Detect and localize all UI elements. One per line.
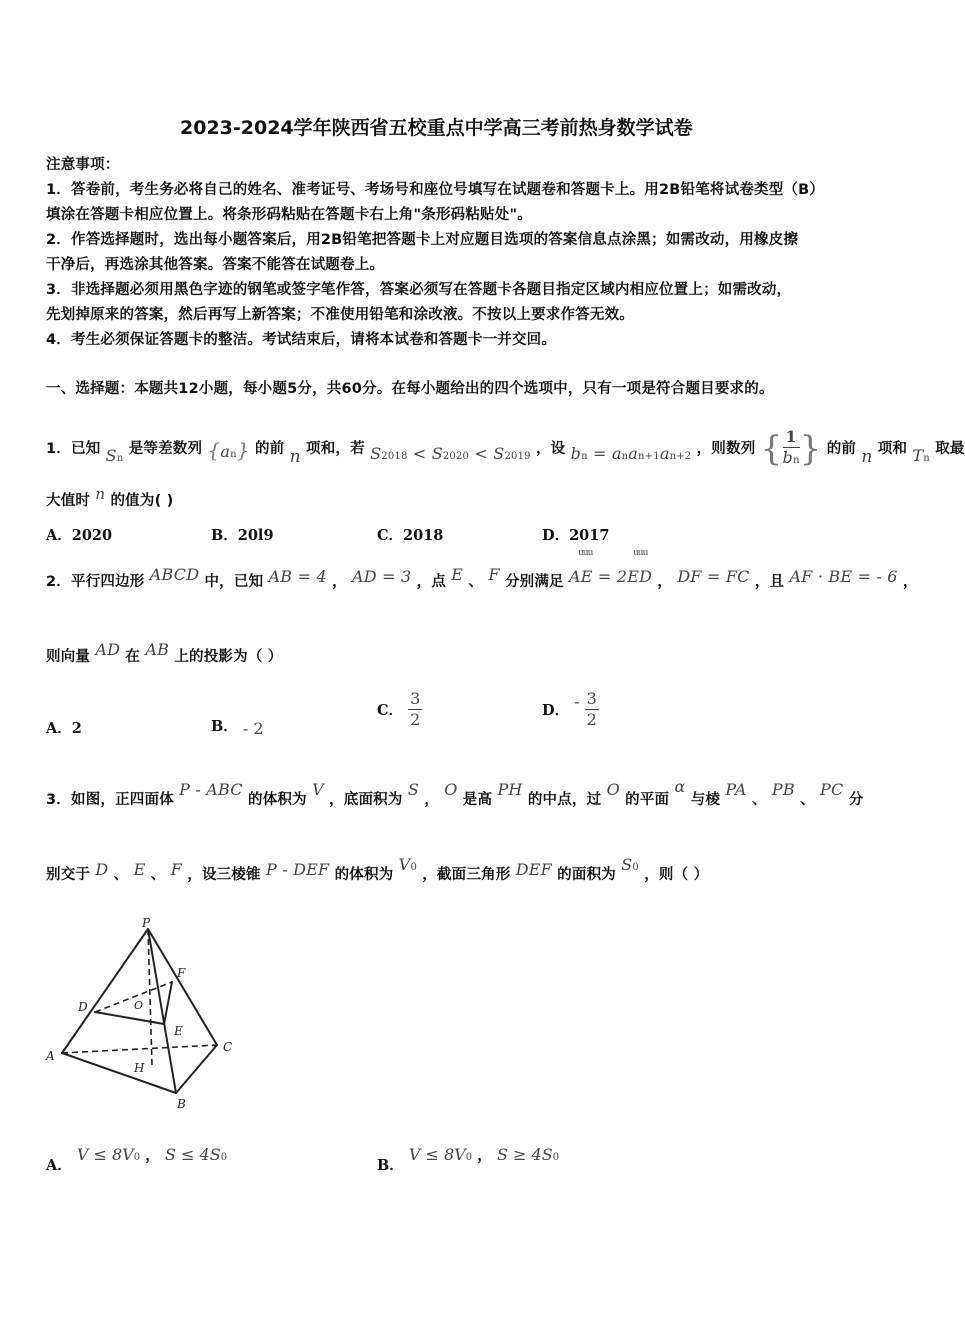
q3-f: F (170, 860, 182, 879)
q3-text-11: 分 (848, 792, 864, 808)
q1-text-7: 的前 (826, 441, 857, 457)
notice-line-4: 干净后，再选涂其他答案。答案不能答在试题卷上。 (46, 257, 385, 273)
label-a: A (46, 1049, 55, 1063)
q1-ineq-s1-sub: 2018 (381, 451, 408, 462)
q3-text-7: 的平面 (625, 792, 670, 808)
section-heading: 一、选择题：本题共12小题，每小题5分，共60分。在每小题给出的四个选项中，只有一项是符合题目要求的。 (46, 381, 774, 397)
q1-line2-a: 大值时 (46, 493, 91, 509)
q3-option-a-v-sub: 0 (133, 1152, 141, 1163)
edge-ac-hidden (62, 1045, 217, 1053)
q2-option-b-label: B． (211, 718, 238, 735)
q3-l2-a: 别交于 (46, 867, 91, 883)
q2-option-d-sign: - (574, 692, 580, 711)
q1-text-4: 项和，若 (306, 441, 365, 457)
q1-n1: n (289, 447, 301, 467)
q1-ineq-lt2: < S (469, 444, 505, 463)
question-1-line-2 (46, 485, 174, 510)
q3-option-a-s: S ≤ 4S (165, 1145, 221, 1164)
q1-inequality (370, 444, 531, 463)
q2-option-b[interactable] (211, 715, 264, 736)
q1-bn-def (571, 444, 692, 463)
q1-an-symbol: a (220, 442, 231, 461)
q1-fraction (783, 427, 800, 471)
q3-option-a-v: V ≤ 8V (76, 1145, 134, 1164)
q1-n2: n (861, 447, 873, 467)
q2-option-c-den: 2 (410, 710, 421, 729)
q3-l2-h: ，则（ ） (644, 867, 709, 883)
q2-option-d-den: 2 (586, 710, 597, 729)
q1-bn-a3: a (659, 444, 670, 463)
q1-ineq-s1-symbol: S (370, 444, 382, 463)
q3-option-b-s-sub: 0 (552, 1152, 560, 1163)
q2-ae-eq: AE = 2ED (569, 567, 653, 586)
q3-d: D (95, 860, 109, 879)
q2-text-5: 、 (468, 574, 484, 590)
q3-option-b-v-sub: 0 (465, 1152, 473, 1163)
q1-text-8: 项和 (877, 441, 908, 457)
q1-frac-den (783, 448, 800, 471)
question-3-line-2 (46, 855, 709, 884)
edge-bc (176, 1045, 217, 1093)
q1-line2-b: 的值为( ) (110, 493, 174, 509)
q1-text-2: 是等差数列 (128, 441, 203, 457)
label-c: C (223, 1040, 233, 1054)
page-title: 2023-2024学年陕西省五校重点中学高三考前热身数学试卷 (180, 117, 693, 139)
q2-vector-mark-ae: uuu (578, 548, 593, 558)
q2-option-d-label: D． (542, 702, 570, 719)
q3-text-4: ， (424, 792, 439, 808)
q1-frac-den-symbol: b (782, 448, 793, 467)
q1-bn-a2: a (628, 444, 639, 463)
q3-o2: O (606, 780, 620, 799)
q3-e: E (133, 860, 146, 879)
q3-l2-e: 的体积为 (334, 867, 394, 883)
q2-option-c-label: C． (377, 702, 404, 719)
q3-pa: PA (725, 780, 747, 799)
q1-tn (912, 446, 930, 465)
q3-option-a-label: A． (46, 1157, 72, 1174)
q1-bn-symbol: b (570, 444, 582, 463)
q3-option-a-expr2 (165, 1145, 227, 1164)
q3-alpha: α (674, 777, 686, 796)
q1-text-1: 1．已知 (46, 441, 101, 457)
q1-bn-eq: = a (587, 444, 622, 463)
q2-text-2: 中，已知 (204, 574, 264, 590)
q2-abcd: ABCD (149, 565, 200, 584)
q1-an-set: {an} (207, 438, 250, 462)
q3-s: S (407, 780, 419, 799)
q3-pabc: P - ABC (179, 780, 243, 799)
q1-tn-sub: n (923, 453, 930, 464)
q3-v0 (399, 855, 417, 874)
q2-ab-eq: AB = 4 (268, 567, 327, 586)
q3-v0-sub: 0 (410, 862, 417, 873)
label-e: E (174, 1024, 183, 1038)
notice-line-7: 4．考生必须保证答题卡的整洁。考试结束后，请将本试卷和答题卡一并交回。 (46, 332, 557, 348)
q3-option-b-expr1 (409, 1145, 472, 1164)
q3-option-b-label: B． (377, 1157, 404, 1174)
q2-point-e: E (451, 565, 464, 584)
q3-option-a-sep: ， (145, 1148, 160, 1164)
q1-option-a[interactable]: A．2020 (46, 527, 113, 544)
q2-line2-a: 则向量 (46, 649, 91, 665)
q3-v0-symbol: V (398, 855, 411, 874)
q3-option-b-v: V ≤ 8V (408, 1145, 466, 1164)
q3-option-a[interactable] (46, 1144, 228, 1174)
q2-text-8: ，且 (754, 574, 785, 590)
q3-l2-b: 、 (113, 867, 129, 883)
q3-text-3: ，底面积为 (329, 792, 403, 808)
q1-sn-sub: n (116, 453, 124, 464)
q2-ad-eq: AD = 3 (352, 567, 412, 586)
notice-line-3: 2．作答选择题时，选出每小题答案后，用2B铅笔把答题卡上对应题目选项的答案信息点涂黑；如需改动，用橡皮擦 (46, 232, 799, 248)
q3-option-b-s: S ≥ 4S (497, 1145, 553, 1164)
question-2-line-2 (46, 640, 283, 666)
q2-option-c-num: 3 (410, 689, 421, 708)
q1-option-b[interactable]: B．20l9 (211, 527, 274, 544)
q3-l2-c: 、 (150, 867, 166, 883)
q1-sn (106, 446, 124, 465)
q2-option-c-fraction (408, 689, 422, 730)
q2-text-4: ，点 (416, 574, 447, 590)
q3-option-a-expr1 (77, 1145, 140, 1164)
q3-text-5: 是高 (462, 792, 493, 808)
label-p: P (142, 916, 151, 930)
q2-option-d-fraction (585, 689, 599, 730)
edge-pa (62, 929, 148, 1053)
q3-s0-sub: 0 (632, 862, 639, 873)
notice-line-5: 3．非选择题必须用黑色字迹的钢笔或签字笔作答，答案必须写在答题卡各题目指定区域内相应位置上；如需改动， (46, 282, 792, 298)
q3-s0 (621, 855, 639, 874)
q1-frac-den-sub: n (792, 455, 800, 466)
label-d: D (78, 1000, 88, 1014)
q3-text-6: 的中点，过 (527, 792, 602, 808)
q3-text-10: 、 (800, 792, 815, 808)
q3-text-8: 与棱 (690, 792, 721, 808)
q3-def: DEF (515, 860, 552, 879)
label-f: F (177, 966, 186, 980)
q3-pb: PB (771, 780, 795, 799)
q2-option-d[interactable] (542, 689, 599, 730)
q1-n3: n (95, 485, 106, 503)
q3-v: V (312, 780, 324, 799)
q3-pc: PC (820, 780, 844, 799)
q2-line2-c: 上的投影为（ ） (174, 649, 283, 665)
q3-l2-d: ，设三棱锥 (187, 867, 261, 883)
q2-vector-ab: AB (145, 640, 170, 659)
q2-dot-eq: AF · BE = - 6 (789, 567, 898, 586)
q3-option-b-sep: ， (477, 1148, 492, 1164)
notice-line-6: 先划掉原来的答案，然后再写上新答案；不准使用铅笔和涂改液。不按以上要求作答无效。 (46, 307, 634, 323)
q1-text-5: ，设 (535, 441, 566, 457)
q2-option-b-value: - 2 (242, 719, 264, 738)
q2-text-1: 2．平行四边形 (46, 574, 145, 590)
notice-heading: 注意事项： (46, 157, 120, 173)
notice-line-1: 1．答卷前，考生务必将自己的姓名、准考证号、考场号和座位号填写在试题卷和答题卡上。用2B铅笔将试卷类型（B） (46, 182, 825, 198)
q2-line2-b: 在 (125, 649, 141, 665)
q3-l2-f: ，截面三角形 (422, 867, 511, 883)
q3-o: O (444, 780, 458, 799)
question-1 (46, 427, 965, 471)
edge-de (95, 1012, 164, 1024)
q1-bn-s1: n (621, 451, 629, 462)
q1-bn-sub: n (581, 451, 588, 462)
question-2 (46, 565, 918, 591)
q3-l2-g: 的面积为 (557, 867, 616, 883)
q3-s0-symbol: S (621, 855, 633, 874)
q3-ph: PH (497, 780, 523, 799)
q2-text-3: ， (332, 574, 347, 590)
q2-text-9: ， (902, 574, 918, 590)
question-3 (46, 777, 864, 809)
q1-option-c[interactable]: C．2018 (377, 527, 444, 544)
label-b: B (177, 1097, 186, 1111)
q1-reciprocal-set: { $\frac{1}{bn}$ } (760, 427, 822, 469)
q3-text-9: 、 (751, 792, 767, 808)
q1-option-d[interactable]: D．2017 (542, 527, 610, 544)
q1-text-6: ，则数列 (696, 441, 756, 457)
notice-line-2: 填涂在答题卡相应位置上。将条形码粘贴在答题卡右上角"条形码粘贴处"。 (46, 207, 532, 223)
q2-text-6: 分别满足 (504, 574, 564, 590)
q2-option-c[interactable] (377, 689, 422, 730)
q1-ineq-s3-sub: 2019 (504, 451, 531, 462)
q2-point-f: F (488, 565, 500, 584)
q1-bn-s2: n+1 (638, 451, 660, 462)
edge-ab (62, 1053, 176, 1093)
q3-text-2: 的体积为 (248, 792, 307, 808)
label-o: O (134, 999, 144, 1012)
q2-text-7: ， (657, 574, 673, 590)
q2-option-a[interactable]: A．2 (46, 720, 82, 737)
q1-ineq-s2-sub: 2020 (442, 451, 470, 462)
q1-sn-symbol: S (105, 446, 117, 465)
q3-option-a-s-sub: 0 (220, 1152, 228, 1163)
q2-df-eq: DF = FC (677, 567, 750, 586)
q1-tn-symbol: T (912, 446, 924, 465)
label-h: H (134, 1061, 145, 1075)
q3-text-1: 3．如图，正四面体 (46, 792, 174, 808)
edge-ef (164, 982, 172, 1024)
q3-option-b[interactable] (377, 1144, 560, 1174)
q1-frac-num: 1 (783, 427, 800, 448)
q1-an-sub: n (230, 449, 237, 460)
q3-option-b-expr2 (497, 1145, 559, 1164)
q1-ineq-lt1: < S (407, 444, 443, 463)
q2-vector-ad: AD (95, 640, 121, 659)
q1-text-3: 的前 (254, 441, 285, 457)
q2-vector-mark-ed: uuu (633, 548, 648, 558)
q2-option-d-num: 3 (586, 689, 597, 708)
q1-text-9: 取最 (935, 441, 965, 457)
q3-pdef: P - DEF (266, 860, 330, 879)
tetrahedron-figure (40, 915, 250, 1115)
q1-bn-s3: n+2 (669, 451, 692, 462)
